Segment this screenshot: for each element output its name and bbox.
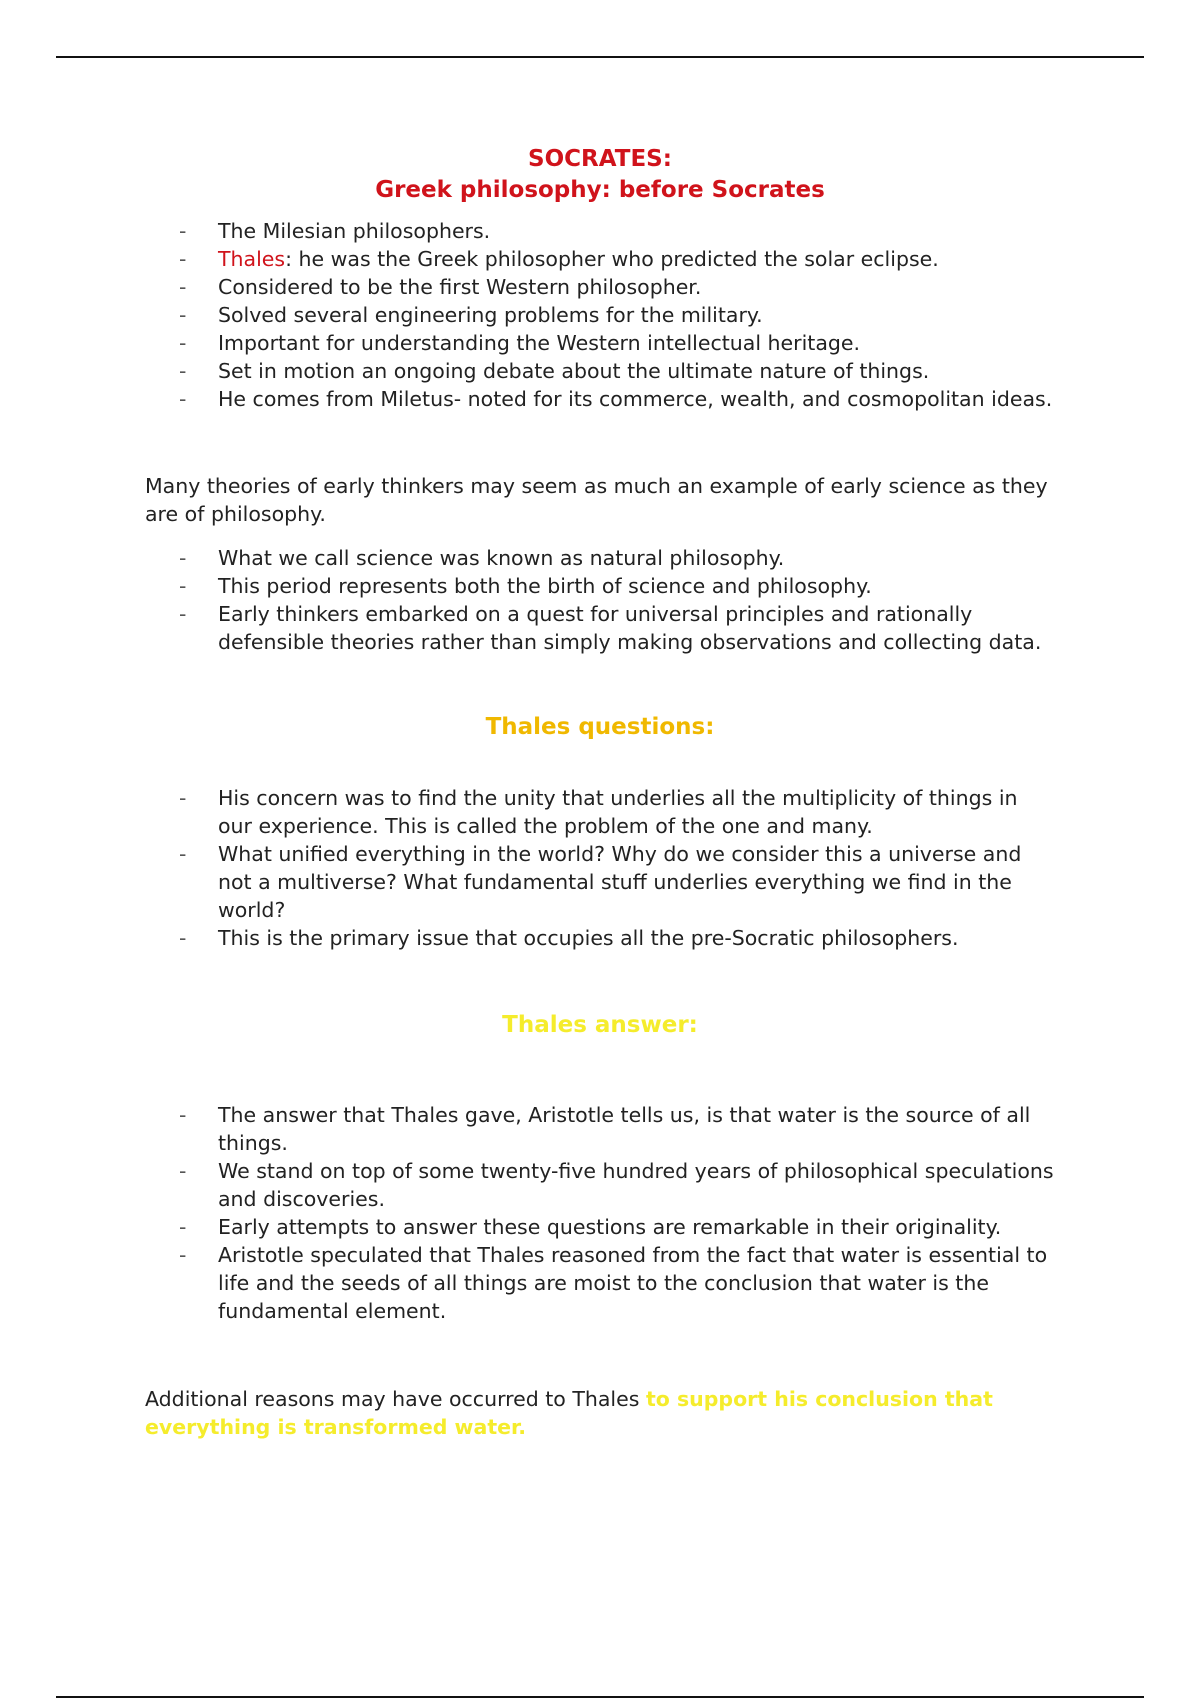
list-item: - This period represents both the birth of science and philosophy. bbox=[179, 574, 872, 598]
dash-bullet-icon: - bbox=[179, 1243, 187, 1267]
list-item: - Early attempts to answer these questions are remarkable in their originality. bbox=[179, 1215, 1002, 1239]
answer-list bbox=[145, 1101, 1055, 1325]
top-rule bbox=[56, 56, 1144, 58]
page-subtitle: Greek philosophy: before Socrates bbox=[375, 177, 825, 203]
milesian-list bbox=[145, 217, 1055, 413]
dash-bullet-icon: - bbox=[179, 275, 187, 299]
dash-bullet-icon: - bbox=[179, 574, 187, 598]
dash-bullet-icon: - bbox=[179, 842, 187, 866]
list-item: - Solved several engineering problems for the military. bbox=[179, 303, 763, 327]
thales-highlight: Thales bbox=[218, 247, 286, 271]
list-item: - Important for understanding the Western intellectual heritage. bbox=[179, 331, 861, 355]
list-item: - We stand on top of some twenty-five hundred years of philosophical speculations and discoveries. bbox=[179, 1159, 1054, 1211]
list-item: - He comes from Miletus- noted for its commerce, wealth, and cosmopolitan ideas. bbox=[179, 387, 1053, 411]
list-item: - The Milesian philosophers. bbox=[179, 219, 491, 243]
dash-bullet-icon: - bbox=[179, 303, 187, 327]
dash-bullet-icon: - bbox=[179, 247, 187, 271]
questions-heading: Thales questions: bbox=[485, 714, 715, 740]
dash-bullet-icon: - bbox=[179, 786, 187, 810]
list-item: - Aristotle speculated that Thales reasoned from the fact that water is essential to life and the seeds of all things are moist to the conclusion that water is the fundamental element. bbox=[179, 1243, 1048, 1323]
dash-bullet-icon: - bbox=[179, 219, 187, 243]
list-item: - His concern was to find the unity that underlies all the multiplicity of things in our experience. This is called the problem of the one and many. bbox=[179, 786, 1018, 838]
list-item: - What we call science was known as natural philosophy. bbox=[179, 546, 785, 570]
list-item: - This is the primary issue that occupies all the pre-Socratic philosophers. bbox=[179, 926, 959, 950]
document-body bbox=[145, 144, 1055, 1441]
science-list bbox=[145, 544, 1055, 656]
page-title: SOCRATES: bbox=[528, 146, 672, 172]
list-item: - What unified everything in the world? Why do we consider this a universe and not a multiverse? What fundamental stuff underlies everything we find in the world? bbox=[179, 842, 1022, 922]
intro-paragraph: Many theories of early thinkers may seem as much an example of early science as they are of philosophy. bbox=[145, 474, 1048, 526]
answer-heading: Thales answer: bbox=[502, 1012, 698, 1038]
dash-bullet-icon: - bbox=[179, 1103, 187, 1127]
list-item: - Considered to be the first Western philosopher. bbox=[179, 275, 702, 299]
list-item: - The answer that Thales gave, Aristotle tells us, is that water is the source of all things. bbox=[179, 1103, 1031, 1155]
list-item: - Set in motion an ongoing debate about the ultimate nature of things. bbox=[179, 359, 930, 383]
dash-bullet-icon: - bbox=[179, 387, 187, 411]
dash-bullet-icon: - bbox=[179, 1215, 187, 1239]
list-item: - Early thinkers embarked on a quest for universal principles and rationally defensible theories rather than simply making observations and collecting data. bbox=[179, 602, 1042, 654]
closing-highlight: to support his conclusion that everything is transformed water. bbox=[145, 1387, 993, 1439]
list-item: - Thales: he was the Greek philosopher who predicted the solar eclipse. bbox=[179, 247, 939, 271]
dash-bullet-icon: - bbox=[179, 926, 187, 950]
dash-bullet-icon: - bbox=[179, 1159, 187, 1183]
dash-bullet-icon: - bbox=[179, 602, 187, 626]
bottom-rule bbox=[56, 1696, 1144, 1698]
dash-bullet-icon: - bbox=[179, 546, 187, 570]
closing-paragraph: Additional reasons may have occurred to Thales to support his conclusion that everything is transformed water. bbox=[145, 1387, 993, 1439]
dash-bullet-icon: - bbox=[179, 359, 187, 383]
questions-list bbox=[145, 784, 1055, 952]
dash-bullet-icon: - bbox=[179, 331, 187, 355]
